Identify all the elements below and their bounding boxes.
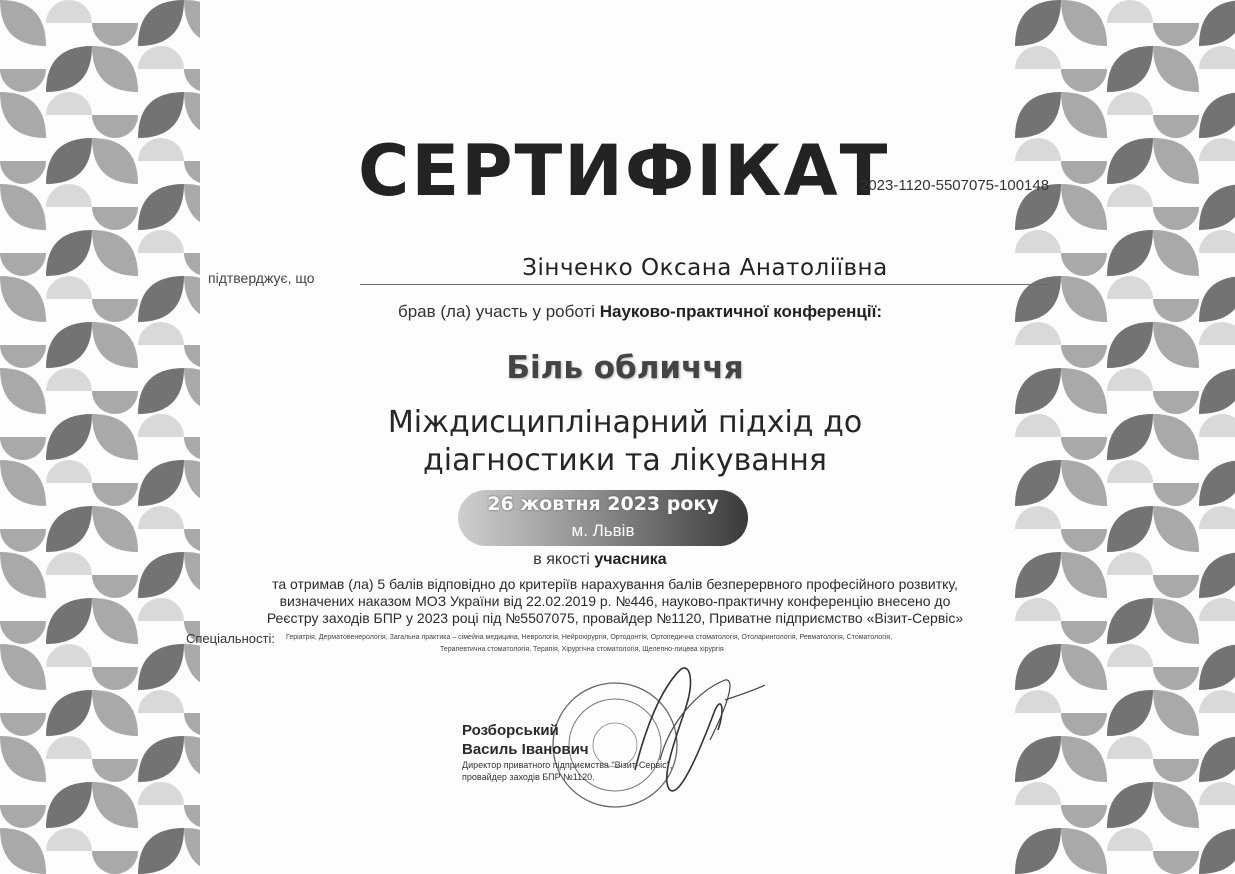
pattern-petal — [1061, 437, 1107, 460]
pattern-petal — [184, 529, 200, 552]
pattern-petal — [92, 322, 138, 368]
role-statement — [400, 551, 800, 569]
decorative-pattern-left — [0, 0, 200, 874]
pattern-petal — [92, 138, 138, 184]
pattern-petal — [1199, 46, 1235, 69]
role-prefix: в якості — [533, 551, 590, 568]
pattern-petal — [1015, 598, 1061, 621]
event-title: Біль обличчя — [506, 350, 744, 386]
pattern-petal — [92, 299, 138, 322]
pattern-petal — [0, 161, 46, 184]
participation-prefix: брав (ла) участь у роботі — [397, 302, 595, 321]
pattern-petal — [1107, 184, 1153, 207]
signer-title-line1: Директор приватного підприємства "Візит-Сервіс", — [462, 760, 673, 770]
pattern-petal — [138, 552, 184, 598]
event-subtitle-line1: Міждисциплінарний підхід до — [387, 405, 863, 440]
pattern-petal — [138, 276, 184, 322]
pattern-petal — [138, 460, 184, 506]
pattern-petal — [138, 322, 184, 345]
pattern-petal — [184, 437, 200, 460]
pattern-petal — [1107, 0, 1153, 23]
pattern-petal — [92, 483, 138, 506]
pattern-petal — [1015, 828, 1061, 874]
pattern-petal — [92, 414, 138, 460]
pattern-petal — [92, 667, 138, 690]
pattern-petal — [184, 345, 200, 368]
pattern-petal — [1153, 506, 1199, 552]
pattern-petal — [0, 92, 46, 138]
pattern-petal — [184, 69, 200, 92]
pattern-petal — [1061, 460, 1107, 506]
pattern-petal — [46, 92, 92, 115]
pattern-petal — [1015, 322, 1061, 345]
pattern-petal — [1107, 368, 1153, 391]
role-value: учасника — [594, 551, 667, 568]
pattern-petal — [1061, 644, 1107, 690]
pattern-petal — [184, 460, 200, 506]
pattern-petal — [1153, 391, 1199, 414]
pattern-petal — [138, 414, 184, 437]
pattern-petal — [1153, 598, 1199, 644]
pattern-petal — [1153, 138, 1199, 184]
signer-given-names: Василь Іванович — [462, 741, 589, 758]
pattern-petal — [46, 138, 92, 184]
pattern-petal — [1199, 368, 1235, 414]
pattern-petal — [1199, 506, 1235, 529]
pattern-petal — [1153, 782, 1199, 828]
signer-surname: Розборський — [462, 722, 559, 739]
pattern-petal — [1199, 92, 1235, 138]
pattern-petal — [1061, 368, 1107, 414]
pattern-petal — [1199, 828, 1235, 874]
pattern-petal — [138, 644, 184, 690]
pattern-petal — [1015, 690, 1061, 713]
pattern-petal — [0, 276, 46, 322]
pattern-petal — [138, 0, 184, 46]
pattern-petal — [1199, 184, 1235, 230]
pattern-petal — [184, 828, 200, 874]
pattern-petal — [0, 253, 46, 276]
pattern-petal — [0, 552, 46, 598]
pattern-petal — [138, 828, 184, 874]
pattern-petal — [1153, 483, 1199, 506]
pattern-petal — [1061, 552, 1107, 598]
pattern-petal — [92, 230, 138, 276]
pattern-petal — [0, 437, 46, 460]
pattern-petal — [1153, 299, 1199, 322]
body-line-1: та отримав (ла) 5 балів відповідно до критеріїв нарахування балів безперервного професійного розвитку, — [272, 576, 958, 592]
pattern-petal — [1107, 552, 1153, 575]
pattern-petal — [92, 598, 138, 644]
pattern-petal — [1015, 92, 1061, 138]
pattern-petal — [1199, 690, 1235, 713]
pattern-petal — [184, 736, 200, 782]
pattern-petal — [1107, 828, 1153, 851]
pattern-petal — [1061, 736, 1107, 782]
pattern-petal — [0, 460, 46, 506]
pattern-petal — [92, 782, 138, 828]
pattern-petal — [1061, 621, 1107, 644]
pattern-petal — [138, 368, 184, 414]
pattern-petal — [0, 828, 46, 874]
pattern-petal — [184, 92, 200, 138]
pattern-petal — [0, 805, 46, 828]
pattern-petal — [184, 161, 200, 184]
pattern-petal — [1061, 529, 1107, 552]
pattern-petal — [0, 69, 46, 92]
pattern-petal — [1015, 368, 1061, 414]
pattern-petal — [1107, 138, 1153, 184]
pattern-petal — [1153, 322, 1199, 368]
event-city: м. Львів — [571, 521, 635, 540]
pattern-petal — [1015, 782, 1061, 805]
pattern-petal — [1015, 230, 1061, 253]
pattern-petal — [46, 460, 92, 483]
signer-title-line2: провайдер заходів БПР №1120. — [462, 772, 595, 782]
certificate-number: 2023-1120-5507075-100148 — [860, 177, 1050, 194]
pattern-petal — [1199, 230, 1235, 253]
pattern-petal — [92, 115, 138, 138]
pattern-petal — [184, 184, 200, 230]
recipient-name: Зінченко Оксана Анатоліївна — [522, 255, 888, 281]
pattern-petal — [1107, 322, 1153, 368]
pattern-petal — [1015, 552, 1061, 598]
pattern-petal — [0, 644, 46, 690]
pattern-petal — [1199, 736, 1235, 782]
pattern-petal — [1199, 138, 1235, 161]
pattern-petal — [1107, 644, 1153, 667]
pattern-petal — [46, 322, 92, 368]
pattern-petal — [184, 644, 200, 690]
pattern-petal — [1107, 736, 1153, 759]
pattern-petal — [138, 92, 184, 138]
pattern-petal — [1199, 276, 1235, 322]
body-line-2: визначених наказом МОЗ України від 22.02.2019 р. №446, науково-практичну конференцію внесено до — [279, 593, 951, 609]
pattern-petal — [1199, 414, 1235, 437]
pattern-petal — [92, 23, 138, 46]
pattern-petal — [46, 690, 92, 736]
pattern-petal — [46, 506, 92, 552]
signer-name — [462, 721, 589, 759]
pattern-petal — [1153, 23, 1199, 46]
pattern-petal — [92, 851, 138, 874]
pattern-petal — [1107, 782, 1153, 828]
pattern-petal — [1153, 759, 1199, 782]
pattern-petal — [138, 736, 184, 782]
body-line-3: Реєстру заходів БПР у 2023 році під №5507075, провайдер №1120, Приватне підприємство «Візит-Сервіс» — [266, 610, 964, 626]
pattern-petal — [1153, 46, 1199, 92]
pattern-petal — [1107, 690, 1153, 736]
event-subtitle — [280, 404, 970, 480]
pattern-petal — [92, 506, 138, 552]
pattern-petal — [1199, 322, 1235, 345]
pattern-petal — [1015, 736, 1061, 782]
pattern-petal — [1199, 460, 1235, 506]
pattern-petal — [1061, 69, 1107, 92]
pattern-petal — [1061, 92, 1107, 138]
pattern-petal — [0, 0, 46, 46]
pattern-petal — [1107, 46, 1153, 92]
pattern-petal — [138, 184, 184, 230]
pattern-petal — [1061, 713, 1107, 736]
pattern-petal — [1061, 253, 1107, 276]
name-underline — [360, 284, 1050, 285]
pattern-petal — [184, 552, 200, 598]
pattern-petal — [1015, 138, 1061, 161]
specialties-line-1: Геріатрія, Дерматовенерологія, Загальна практика – сімейна медицина, Неврологія, Нейрохірургія, Ортодонтія, Ортопедична стоматологія, Отоларингологія, Ревматологія, Стоматологія, — [286, 634, 893, 641]
certificate-title: СЕРТИФІКАТ — [358, 130, 890, 212]
pattern-petal — [46, 644, 92, 667]
pattern-petal — [46, 736, 92, 759]
pattern-petal — [138, 690, 184, 713]
event-date: 26 жовтня 2023 року — [487, 493, 719, 515]
pattern-petal — [46, 828, 92, 851]
pattern-petal — [138, 230, 184, 253]
pattern-petal — [1153, 667, 1199, 690]
pattern-petal — [1199, 0, 1235, 46]
pattern-petal — [0, 736, 46, 782]
pattern-petal — [1153, 414, 1199, 460]
pattern-petal — [138, 598, 184, 621]
pattern-petal — [1153, 575, 1199, 598]
cpd-points-statement — [210, 576, 1020, 627]
pattern-petal — [1153, 207, 1199, 230]
pattern-petal — [92, 575, 138, 598]
pattern-petal — [1061, 0, 1107, 46]
pattern-petal — [92, 759, 138, 782]
pattern-petal — [138, 138, 184, 161]
pattern-petal — [1199, 552, 1235, 598]
pattern-petal — [184, 253, 200, 276]
pattern-petal — [138, 506, 184, 529]
pattern-petal — [1153, 115, 1199, 138]
signer-title — [462, 759, 672, 783]
pattern-petal — [1015, 0, 1061, 46]
pattern-petal — [46, 782, 92, 828]
pattern-petal — [46, 368, 92, 391]
pattern-petal — [1107, 598, 1153, 644]
pattern-petal — [1061, 805, 1107, 828]
pattern-petal — [1107, 414, 1153, 460]
decorative-pattern-right — [1015, 0, 1235, 874]
pattern-petal — [46, 598, 92, 644]
pattern-petal — [184, 276, 200, 322]
pattern-petal — [184, 0, 200, 46]
pattern-petal — [1061, 161, 1107, 184]
pattern-petal — [46, 552, 92, 575]
pattern-petal — [1015, 460, 1061, 506]
pattern-petal — [0, 621, 46, 644]
pattern-petal — [1153, 230, 1199, 276]
pattern-petal — [1107, 92, 1153, 115]
pattern-petal — [1015, 644, 1061, 690]
pattern-petal — [1107, 276, 1153, 299]
pattern-petal — [0, 529, 46, 552]
event-subtitle-line2: діагностики та лікування — [423, 443, 827, 478]
pattern-petal — [1061, 184, 1107, 230]
pattern-petal — [1015, 506, 1061, 529]
specialties-line-2: Терапевтична стоматологія, Терапія, Хірургічна стоматологія, Щелепно-лицева хірургія — [440, 646, 724, 653]
participation-statement — [250, 302, 1030, 322]
pattern-petal — [1061, 345, 1107, 368]
pattern-petal — [1061, 828, 1107, 874]
pattern-petal — [138, 46, 184, 69]
pattern-petal — [46, 230, 92, 276]
pattern-petal — [92, 690, 138, 736]
pattern-petal — [1015, 46, 1061, 69]
pattern-petal — [1107, 230, 1153, 276]
pattern-petal — [1199, 598, 1235, 621]
pattern-petal — [1199, 782, 1235, 805]
pattern-petal — [46, 0, 92, 23]
pattern-petal — [46, 414, 92, 460]
pattern-petal — [0, 368, 46, 414]
pattern-petal — [46, 46, 92, 92]
pattern-petal — [184, 713, 200, 736]
pattern-petal — [184, 805, 200, 828]
pattern-petal — [0, 184, 46, 230]
pattern-petal — [1153, 851, 1199, 874]
specialties-label: Спеціальності: — [186, 631, 275, 646]
pattern-petal — [1153, 690, 1199, 736]
pattern-petal — [1061, 276, 1107, 322]
confirms-label: підтверджує, що — [208, 270, 315, 286]
pattern-petal — [0, 345, 46, 368]
pattern-petal — [184, 368, 200, 414]
pattern-petal — [92, 46, 138, 92]
pattern-petal — [1107, 506, 1153, 552]
pattern-petal — [1107, 460, 1153, 483]
participation-event-type: Науково-практичної конференції: — [599, 302, 883, 321]
pattern-petal — [1015, 414, 1061, 437]
pattern-petal — [46, 276, 92, 299]
pattern-petal — [138, 782, 184, 805]
pattern-petal — [92, 391, 138, 414]
pattern-petal — [0, 713, 46, 736]
pattern-petal — [1199, 644, 1235, 690]
pattern-petal — [46, 184, 92, 207]
pattern-petal — [92, 207, 138, 230]
